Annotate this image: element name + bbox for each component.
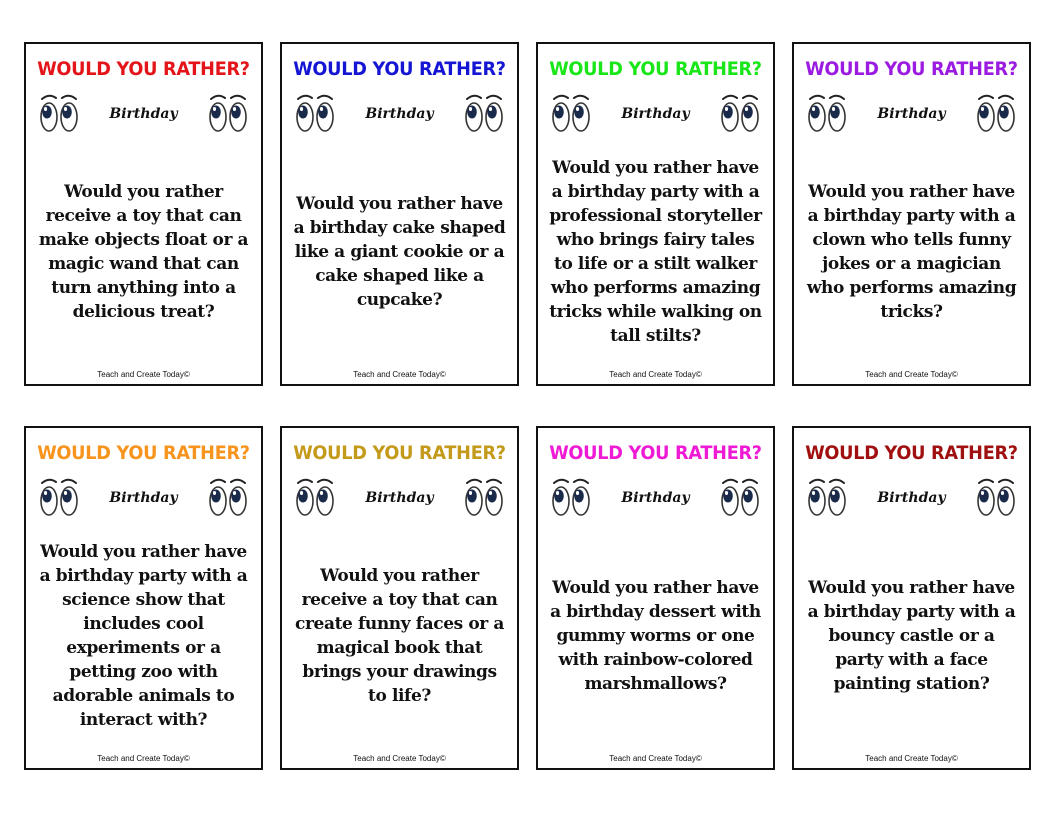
card bbox=[24, 42, 263, 386]
card-footer: Teach and Create Today© bbox=[97, 370, 190, 379]
card-title: WOULD YOU RATHER? bbox=[293, 442, 506, 464]
eyes-icon bbox=[976, 93, 1016, 135]
card-category: Birthday bbox=[365, 106, 434, 122]
eyes-icon bbox=[208, 477, 248, 519]
card-title: WOULD YOU RATHER? bbox=[549, 58, 762, 80]
card-category: Birthday bbox=[365, 490, 434, 506]
card-footer: Teach and Create Today© bbox=[609, 370, 702, 379]
card bbox=[536, 426, 775, 770]
card-footer: Teach and Create Today© bbox=[609, 754, 702, 763]
card-category: Birthday bbox=[109, 490, 178, 506]
card-title: WOULD YOU RATHER? bbox=[37, 58, 250, 80]
eyes-icon bbox=[464, 93, 504, 135]
eyes-icon bbox=[464, 477, 504, 519]
card-title: WOULD YOU RATHER? bbox=[549, 442, 762, 464]
card-question: Would you rather have a birthday party with a clown who tells funny jokes or a magician who performs amazing tricks? bbox=[806, 182, 1017, 322]
card bbox=[792, 426, 1031, 770]
card-footer: Teach and Create Today© bbox=[353, 754, 446, 763]
card-category: Birthday bbox=[877, 490, 946, 506]
eyes-icon bbox=[208, 93, 248, 135]
card-footer: Teach and Create Today© bbox=[353, 370, 446, 379]
card-question: Would you rather have a birthday party with a bouncy castle or a party with a face painting station? bbox=[807, 578, 1016, 694]
card-title: WOULD YOU RATHER? bbox=[805, 442, 1018, 464]
card-category: Birthday bbox=[109, 106, 178, 122]
eyes-icon bbox=[720, 93, 760, 135]
card-question: Would you rather receive a toy that can make objects float or a magic wand that can turn anything into a delicious treat? bbox=[38, 182, 249, 322]
card bbox=[536, 42, 775, 386]
card-question: Would you rather have a birthday party with a science show that includes cool experiments or a petting zoo with adorable animals to interact with? bbox=[39, 542, 248, 730]
card-footer: Teach and Create Today© bbox=[97, 754, 190, 763]
eyes-icon bbox=[976, 477, 1016, 519]
card-footer: Teach and Create Today© bbox=[865, 370, 958, 379]
card bbox=[280, 42, 519, 386]
card-title: WOULD YOU RATHER? bbox=[293, 58, 506, 80]
card-title: WOULD YOU RATHER? bbox=[805, 58, 1018, 80]
card bbox=[24, 426, 263, 770]
card-question: Would you rather have a birthday cake shaped like a giant cookie or a cake shaped like a cupcake? bbox=[293, 194, 506, 310]
card bbox=[280, 426, 519, 770]
card-title: WOULD YOU RATHER? bbox=[37, 442, 250, 464]
card-category: Birthday bbox=[621, 490, 690, 506]
eyes-icon bbox=[720, 477, 760, 519]
card-question: Would you rather have a birthday dessert with gummy worms or one with rainbow-colored marshmallows? bbox=[550, 578, 761, 694]
card-question: Would you rather have a birthday party with a professional storyteller who brings fairy tales to life or a stilt walker who performs amazing tricks while walking on tall stilts? bbox=[549, 158, 762, 346]
card-question: Would you rather receive a toy that can create funny faces or a magical book that brings your drawings to life? bbox=[295, 566, 504, 706]
card-footer: Teach and Create Today© bbox=[865, 754, 958, 763]
card-category: Birthday bbox=[621, 106, 690, 122]
card bbox=[792, 42, 1031, 386]
card-category: Birthday bbox=[877, 106, 946, 122]
